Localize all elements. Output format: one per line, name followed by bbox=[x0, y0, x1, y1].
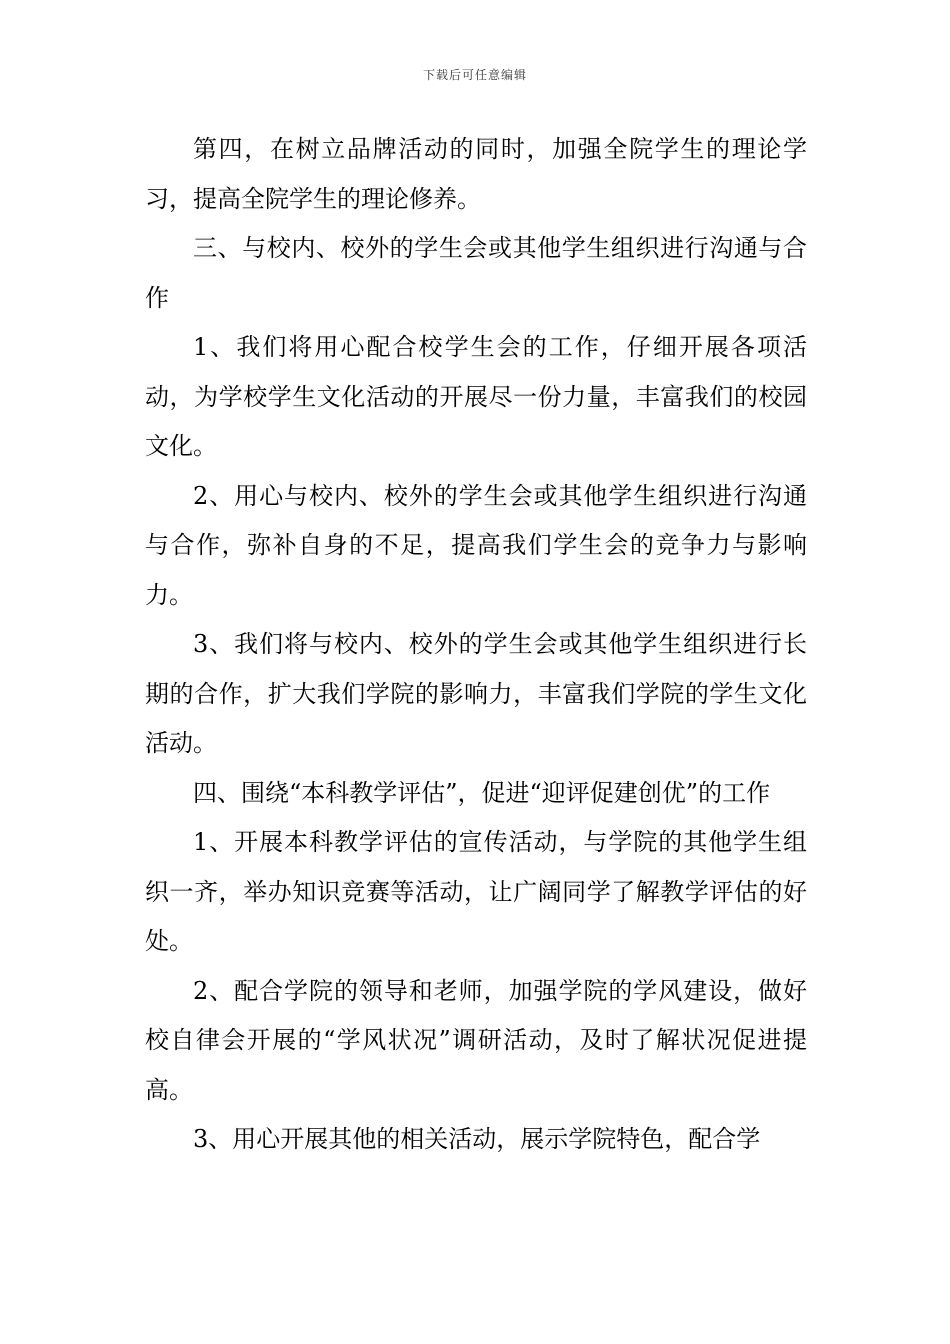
paragraph: 3、我们将与校内、校外的学生会或其他学生组织进行长期的合作，扩大我们学院的影响力，丰富我们学院的学生文化活动。 bbox=[145, 630, 807, 757]
document-body bbox=[145, 125, 807, 1165]
paragraph: 第四，在树立品牌活动的同时，加强全院学生的理论学习，提高全院学生的理论修养。 bbox=[145, 135, 807, 213]
section-heading: 三、与校内、校外的学生会或其他学生组织进行沟通与合作 bbox=[145, 234, 807, 312]
section-heading: 四、围绕“本科教学评估”，促进“迎评促建创优”的工作 bbox=[193, 778, 771, 807]
page-header: 下载后可任意编辑 bbox=[422, 68, 527, 82]
paragraph: 2、用心与校内、校外的学生会或其他学生组织进行沟通与合作，弥补自身的不足，提高我们学生会的竞争力与影响力。 bbox=[145, 481, 807, 609]
paragraph: 1、开展本科教学评估的宣传活动，与学院的其他学生组织一齐，举办知识竞赛等活动，让广阔同学了解教学评估的好处。 bbox=[145, 828, 807, 955]
paragraph: 1、我们将用心配合校学生会的工作，仔细开展各项活动，为学校学生文化活动的开展尽一份力量，丰富我们的校园文化。 bbox=[145, 333, 807, 460]
paragraph: 3、用心开展其他的相关活动，展示学院特色，配合学 bbox=[193, 1125, 761, 1153]
paragraph: 2、配合学院的领导和老师，加强学院的学风建设，做好校自律会开展的“学风状况”调研活动，及时了解状况促进提高。 bbox=[145, 976, 807, 1104]
